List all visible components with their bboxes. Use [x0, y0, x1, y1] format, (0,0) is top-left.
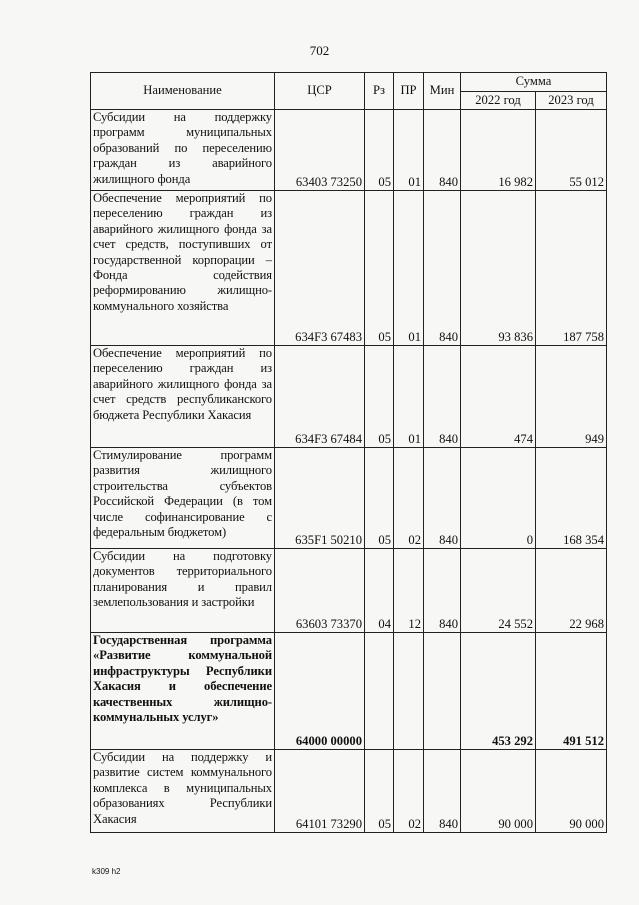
row-rz: 05	[365, 448, 394, 549]
row-pr: 01	[394, 346, 424, 448]
row-rz	[365, 633, 394, 750]
row-name: Субсидии на поддержку и развитие систем коммунального комплекса в муниципальных образованиях Республики Хакасия	[91, 750, 275, 833]
budget-table	[90, 72, 607, 833]
row-pr: 02	[394, 448, 424, 549]
row-csr: 64000 00000	[275, 633, 365, 750]
row-min: 840	[424, 346, 461, 448]
row-name: Субсидии на подготовку документов территориального планирования и правил землепользования и застройки	[91, 549, 275, 633]
row-2022: 24 552	[461, 549, 536, 633]
row-2023: 187 758	[536, 191, 607, 346]
row-csr: 63403 73250	[275, 110, 365, 191]
row-min: 840	[424, 750, 461, 833]
row-2023: 55 012	[536, 110, 607, 191]
table-row	[91, 448, 607, 549]
row-2023: 491 512	[536, 633, 607, 750]
row-2022: 474	[461, 346, 536, 448]
row-2022: 0	[461, 448, 536, 549]
row-2022: 93 836	[461, 191, 536, 346]
header-min: Мин	[424, 73, 461, 110]
row-csr: 634F3 67483	[275, 191, 365, 346]
row-csr: 64101 73290	[275, 750, 365, 833]
table-row	[91, 191, 607, 346]
row-min: 840	[424, 191, 461, 346]
row-name: Стимулирование программ развития жилищного строительства субъектов Российской Федерации (в том числе софинансирование с федеральным бюджетом)	[91, 448, 275, 549]
row-rz: 04	[365, 549, 394, 633]
row-min	[424, 633, 461, 750]
row-name: Обеспечение мероприятий по переселению граждан из аварийного жилищного фонда за счет средств, поступивших от государственной корпорации – Фонда содействия реформированию жилищно-коммунального хозяйства	[91, 191, 275, 346]
row-csr: 634F3 67484	[275, 346, 365, 448]
page-number: 702	[309, 43, 330, 58]
header-pr: ПР	[394, 73, 424, 110]
table-row-program	[91, 633, 607, 750]
row-2023: 168 354	[536, 448, 607, 549]
row-min: 840	[424, 110, 461, 191]
row-2023: 22 968	[536, 549, 607, 633]
row-csr: 635F1 50210	[275, 448, 365, 549]
row-csr: 63603 73370	[275, 549, 365, 633]
row-rz: 05	[365, 346, 394, 448]
table-row	[91, 346, 607, 448]
row-min: 840	[424, 549, 461, 633]
row-2022: 16 982	[461, 110, 536, 191]
header-sum: Сумма	[461, 73, 607, 92]
header-year-2023: 2023 год	[536, 92, 607, 110]
header-name: Наименование	[91, 73, 275, 110]
row-pr: 02	[394, 750, 424, 833]
row-min: 840	[424, 448, 461, 549]
header-rz: Рз	[365, 73, 394, 110]
row-pr: 01	[394, 110, 424, 191]
table-row	[91, 110, 607, 191]
row-name: Государственная программа «Развитие коммунальной инфраструктуры Республики Хакасия и обеспечение качественных жилищно-коммунальных услуг»	[91, 633, 275, 750]
table-row	[91, 549, 607, 633]
footer-code: k309 h2	[92, 867, 121, 876]
row-2022: 90 000	[461, 750, 536, 833]
header-year-2022: 2022 год	[461, 92, 536, 110]
row-2023: 90 000	[536, 750, 607, 833]
row-pr: 12	[394, 549, 424, 633]
row-rz: 05	[365, 750, 394, 833]
table-row	[91, 750, 607, 833]
row-pr	[394, 633, 424, 750]
row-rz: 05	[365, 110, 394, 191]
row-2023: 949	[536, 346, 607, 448]
row-rz: 05	[365, 191, 394, 346]
row-name: Субсидии на поддержку программ муниципальных образований по переселению граждан из аварийного жилищного фонда	[91, 110, 275, 191]
header-row	[91, 73, 607, 92]
row-pr: 01	[394, 191, 424, 346]
row-2022: 453 292	[461, 633, 536, 750]
row-name: Обеспечение мероприятий по переселению граждан из аварийного жилищного фонда за счет средств республиканского бюджета Республики Хакасия	[91, 346, 275, 448]
header-csr: ЦСР	[275, 73, 365, 110]
